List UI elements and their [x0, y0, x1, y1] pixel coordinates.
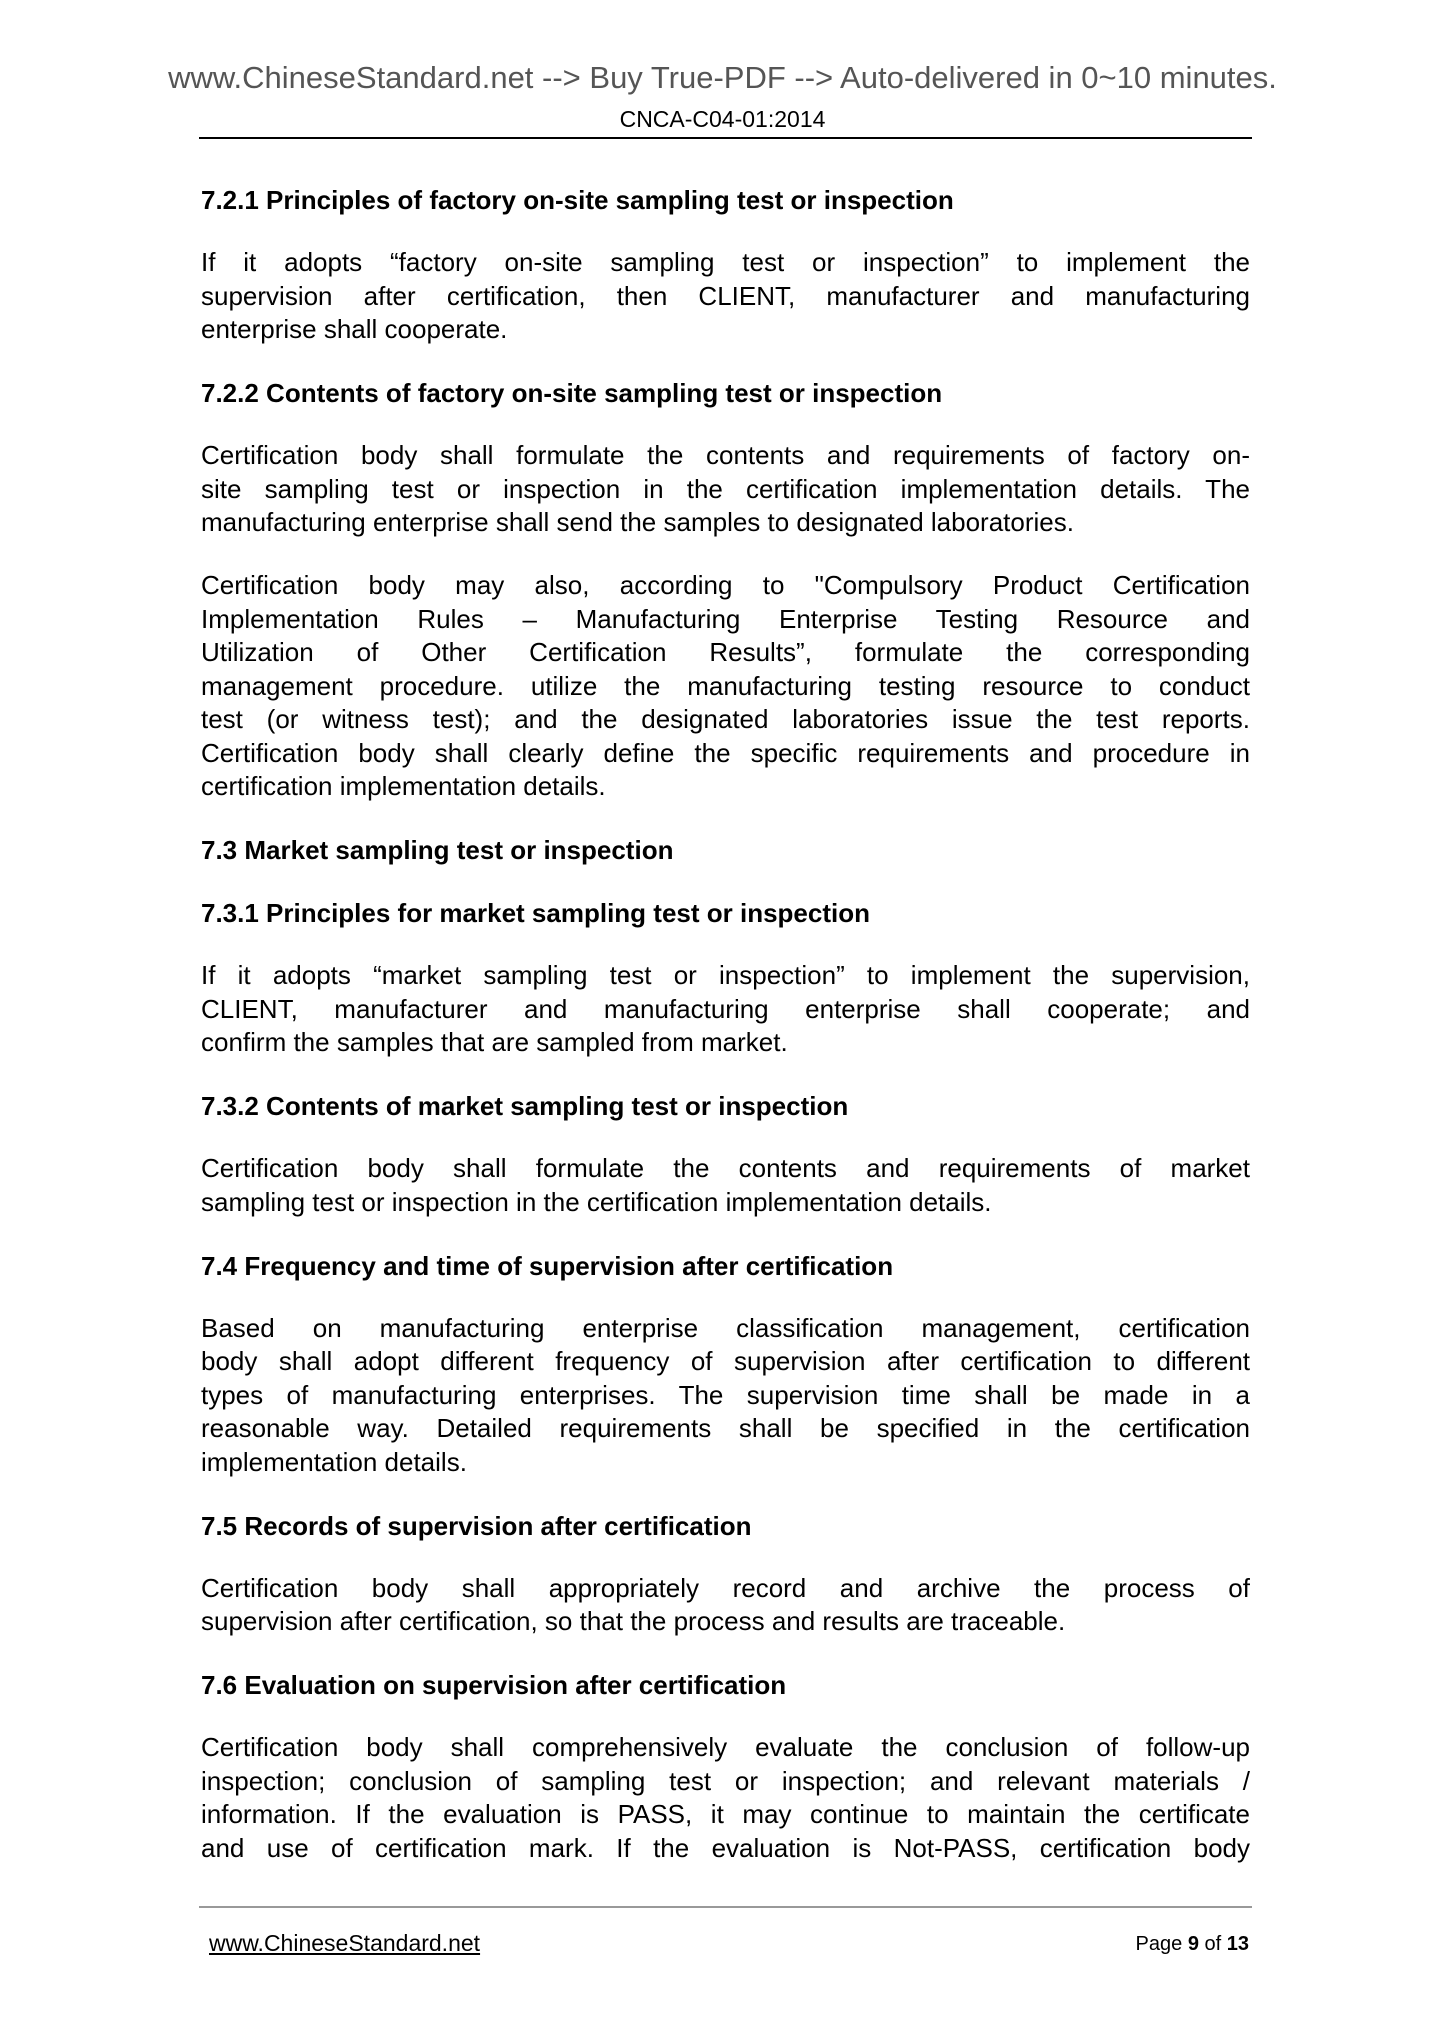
section-heading: 7.3.1 Principles for market sampling test or inspection: [201, 898, 870, 928]
paragraph-line: reasonable way. Detailed requirements shall be specified in the certification: [201, 1413, 1250, 1443]
document-code: CNCA-C04-01:2014: [619, 106, 826, 132]
section-heading: 7.4 Frequency and time of supervision after certification: [201, 1250, 894, 1281]
header-divider: [199, 137, 1252, 139]
paragraph-line: body shall adopt different frequency of supervision after certification to different: [201, 1346, 1250, 1376]
page-total: 13: [1226, 1933, 1249, 1955]
paragraph: [201, 1312, 1250, 1480]
paragraph-line: Certification body shall clearly define the specific requirements and procedure in: [201, 737, 1250, 768]
paragraph: [201, 1572, 1250, 1639]
page-number: [1136, 1931, 1249, 1957]
paragraph-line: Based on manufacturing enterprise classification management, certification: [201, 1312, 1250, 1343]
paragraph-line: types of manufacturing enterprises. The supervision time shall be made in a: [201, 1379, 1250, 1410]
page-of: of: [1204, 1933, 1222, 1955]
paragraph-line: implementation details.: [201, 1446, 467, 1477]
paragraph-line: sampling test or inspection in the certification implementation details.: [201, 1186, 992, 1217]
section-heading: 7.3 Market sampling test or inspection: [201, 835, 674, 865]
paragraph-line: information. If the evaluation is PASS, it may continue to maintain the certificate: [201, 1799, 1250, 1829]
paragraph-line: site sampling test or inspection in the certification implementation details. The: [201, 473, 1250, 504]
paragraph-line: confirm the samples that are sampled from market.: [201, 1027, 788, 1057]
paragraph-line: enterprise shall cooperate.: [201, 314, 508, 344]
paragraph-line: Implementation Rules – Manufacturing Enterprise Testing Resource and: [201, 603, 1250, 634]
page-prefix: Page: [1135, 1933, 1183, 1955]
paragraph: [201, 1152, 1250, 1219]
paragraph-line: inspection; conclusion of sampling test or inspection; and relevant materials /: [201, 1765, 1250, 1796]
page-current: 9: [1187, 1933, 1199, 1955]
paragraph-line: supervision after certification, then CLIENT, manufacturer and manufacturing: [201, 280, 1250, 311]
document-body: [201, 183, 1250, 1895]
paragraph-line: management procedure. utilize the manufacturing testing resource to conduct: [201, 670, 1250, 701]
footer-website-link[interactable]: www.ChineseStandard.net: [209, 1930, 481, 1956]
section-heading: 7.3.2 Contents of market sampling test or inspection: [201, 1091, 849, 1121]
section-heading: 7.2.1 Principles of factory on-site sampling test or inspection: [201, 185, 954, 215]
paragraph-line: Certification body shall comprehensively evaluate the conclusion of follow-up: [201, 1732, 1250, 1762]
paragraph-line: Certification body may also, according to "Compulsory Product Certification: [201, 570, 1250, 600]
paragraph-line: manufacturing enterprise shall send the samples to designated laboratories.: [201, 507, 1074, 537]
paragraph: [201, 569, 1250, 804]
paragraph-line: CLIENT, manufacturer and manufacturing enterprise shall cooperate; and: [201, 993, 1250, 1024]
section-heading: 7.2.2 Contents of factory on-site sampling test or inspection: [201, 378, 943, 408]
section-heading: 7.6 Evaluation on supervision after certification: [201, 1670, 787, 1700]
footer-divider: [199, 1906, 1252, 1908]
paragraph-line: Certification body shall appropriately record and archive the process of: [201, 1572, 1250, 1603]
paragraph-line: and use of certification mark. If the evaluation is Not-PASS, certification body: [201, 1832, 1250, 1863]
paragraph: [201, 439, 1250, 540]
paragraph: [201, 1731, 1250, 1865]
paragraph-line: Certification body shall formulate the contents and requirements of market: [201, 1153, 1250, 1183]
paragraph-line: If it adopts “factory on-site sampling test or inspection” to implement the: [201, 247, 1250, 277]
paragraph: [201, 959, 1250, 1060]
paragraph-line: certification implementation details.: [201, 771, 606, 801]
paragraph: [201, 246, 1250, 347]
top-banner: www.ChineseStandard.net --> Buy True-PDF --> Auto-delivered in 0~10 minutes.: [168, 60, 1277, 95]
paragraph-line: If it adopts “market sampling test or inspection” to implement the supervision,: [201, 960, 1250, 990]
paragraph-line: Certification body shall formulate the contents and requirements of factory on-: [201, 440, 1250, 470]
paragraph-line: test (or witness test); and the designated laboratories issue the test reports.: [201, 704, 1250, 734]
section-heading: 7.5 Records of supervision after certification: [201, 1510, 752, 1541]
paragraph-line: Utilization of Other Certification Results”, formulate the corresponding: [201, 637, 1250, 667]
paragraph-line: supervision after certification, so that the process and results are traceable.: [201, 1606, 1066, 1636]
